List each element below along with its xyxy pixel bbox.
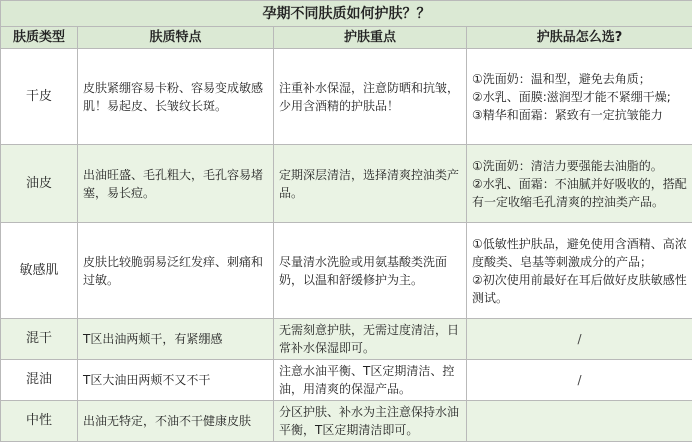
header-focus: 护肤重点 [274,27,467,49]
table-row [1,360,692,401]
header-tips: 护肤品怎么选? [467,27,692,49]
features-cell: 皮肤比较脆弱易泛红发痒、刺痛和过敏。 [78,223,274,319]
tips-cell [467,145,692,223]
tips-cell: / [467,319,692,360]
skin-type-cell: 混干 [1,319,78,360]
skin-type-cell: 油皮 [1,145,78,223]
focus-cell: 尽量清水洗脸或用氨基酸类洗面奶，以温和舒缓修护为主。 [274,223,467,319]
focus-cell: 分区护肤、补水为主注意保持水油平衡，T区定期清洁即可。 [274,401,467,442]
title-row [1,1,692,27]
table-row [1,223,692,319]
tips-cell: / [467,360,692,401]
tip-item: ①洗面奶：温和型，避免去角质； [472,70,687,88]
header-type: 肤质类型 [1,27,78,49]
tip-item: ②水乳、面膜:滋润型才能不紧绷干燥; [472,88,687,106]
tip-item: ③精华和面霜：紧致有一定抗皱能力 [472,106,687,124]
tips-cell [467,401,692,442]
header-row [1,27,692,49]
table-title: 孕期不同肤质如何护肤？？ [1,1,692,27]
features-cell: T区出油两颊干，有紧绷感 [78,319,274,360]
features-cell: 出油无特定，不油不干健康皮肤 [78,401,274,442]
skin-type-cell: 干皮 [1,49,78,145]
table-row [1,49,692,145]
table-row [1,401,692,442]
tip-item: ②水乳、面霜：不油腻并好吸收的，搭配有一定收缩毛孔清爽的控油类产品。 [472,175,687,211]
features-cell: T区大油田两颊不又不干 [78,360,274,401]
tips-cell [467,49,692,145]
tip-item: ②初次使用前最好在耳后做好皮肤敏感性测试。 [472,271,687,307]
tip-item: ①洗面奶：清洁力要强能去油脂的。 [472,157,687,175]
tips-cell [467,223,692,319]
features-cell: 皮肤紧绷容易卡粉、容易变成敏感肌！易起皮、长皱纹长斑。 [78,49,274,145]
features-cell: 出油旺盛、毛孔粗大，毛孔容易堵塞，易长痘。 [78,145,274,223]
focus-cell: 定期深层清洁，选择清爽控油类产品。 [274,145,467,223]
table-row [1,145,692,223]
table-row [1,319,692,360]
focus-cell: 无需刻意护肤，无需过度清洁，日常补水保湿即可。 [274,319,467,360]
header-features: 肤质特点 [78,27,274,49]
focus-cell: 注意水油平衡、T区定期清洁、控油，用清爽的保湿产品。 [274,360,467,401]
skin-type-cell: 混油 [1,360,78,401]
skin-type-cell: 中性 [1,401,78,442]
tip-item: ①低敏性护肤品，避免使用含酒精、高浓度酸类、皂基等刺激成分的产品； [472,235,687,271]
focus-cell: 注重补水保湿，注意防晒和抗皱，少用含酒精的护肤品！ [274,49,467,145]
skin-type-cell: 敏感肌 [1,223,78,319]
